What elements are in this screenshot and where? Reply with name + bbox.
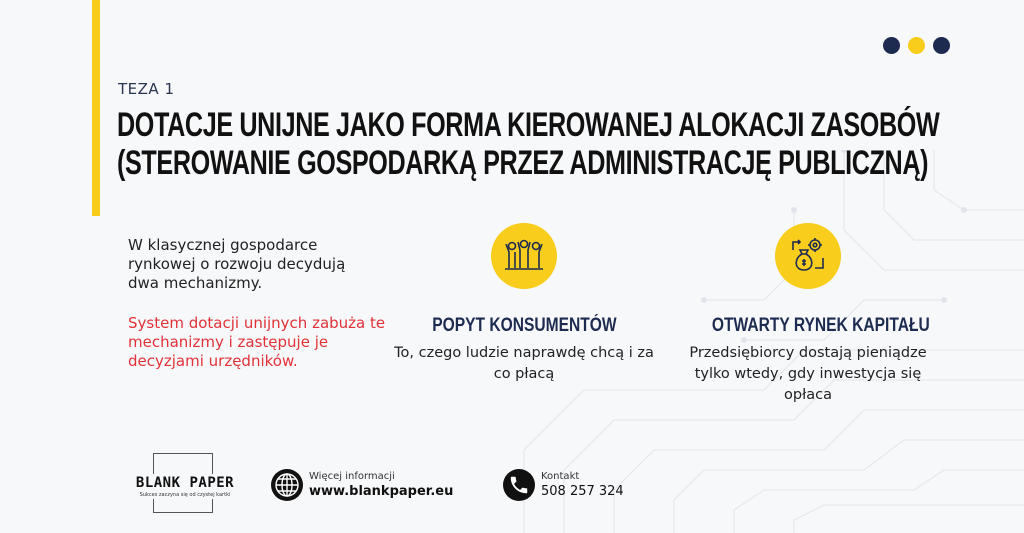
website-label: Więcej informacji <box>309 471 395 482</box>
title-line-1: DOTACJE UNIJNE JAKO FORMA KIEROWANEJ ALOKACJI ZASOBÓW <box>117 106 940 144</box>
dot <box>883 37 900 54</box>
feature-description: To, czego ludzie naprawdę chcą i za co płacą <box>394 345 654 382</box>
accent-bar <box>92 0 100 216</box>
feature-consumer-demand <box>394 223 654 385</box>
logo-tagline: Sukces zaczyna się od czystej kartki <box>139 492 231 498</box>
dot <box>933 37 950 54</box>
website-link[interactable] <box>271 469 453 501</box>
feature-description: Przedsiębiorcy dostają pieniądze tylko wtedy, gdy inwestycja się opłaca <box>689 345 927 403</box>
thesis-label: TEZA 1 <box>118 80 175 98</box>
feature-heading: POPYT KONSUMENTÓW <box>431 315 617 336</box>
people-group-icon <box>491 223 557 289</box>
money-bag-gear-icon <box>775 223 841 289</box>
logo-name: BLANK PAPER <box>135 475 235 491</box>
decorative-dots <box>883 37 950 54</box>
contact-label: Kontakt <box>541 471 580 482</box>
website-url[interactable]: www.blankpaper.eu <box>309 484 454 499</box>
phone-number[interactable]: 508 257 324 <box>541 484 624 499</box>
intro-text: W klasycznej gospodarce rynkowej o rozwoju decydują dwa mechanizmy. <box>128 236 346 292</box>
feature-capital-market <box>688 223 928 406</box>
intro-highlight-text: System dotacji unijnych zabuża te mechanizmy i zastępuje je decyzjami urzędników. <box>128 314 386 370</box>
page-title <box>117 106 940 182</box>
globe-icon <box>271 469 303 501</box>
dot <box>908 37 925 54</box>
phone-contact[interactable] <box>503 469 624 501</box>
title-line-2: (STEROWANIE GOSPODARKĄ PRZEZ ADMINISTRACJĘ PUBLICZNĄ) <box>117 144 929 182</box>
feature-heading: OTWARTY RYNEK KAPITAŁU <box>711 315 930 336</box>
logo <box>130 474 240 499</box>
phone-icon <box>503 469 535 501</box>
